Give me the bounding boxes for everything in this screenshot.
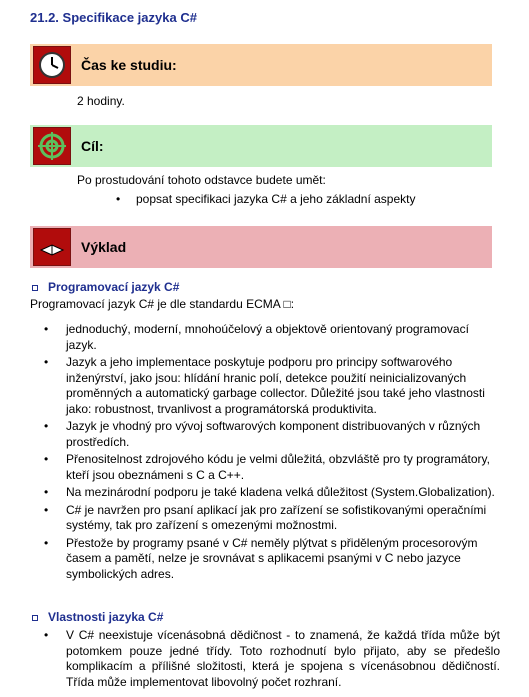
study-time-box — [30, 44, 492, 86]
list-item: • Jazyk je vhodný pro vývoj softwarových komponent distribuovaných v různých prostředích. — [30, 419, 500, 450]
goal-title: Cíl: — [81, 138, 104, 154]
section1-heading — [32, 280, 179, 294]
section2-title: Vlastnosti jazyka C# — [48, 610, 164, 624]
list-item: • Na mezinárodní podporu je také kladena velká důležitost (System.Globalization). — [30, 485, 500, 501]
goal-intro: Po prostudování tohoto odstavce budete umět: — [77, 173, 326, 187]
explanation-box — [30, 226, 492, 268]
list-item: • Přestože by programy psané v C# neměly plýtvat s přiděleným procesorovým časem a pamětí, nelze je srovnávat s aplikacemi psanými v C nebo jazyce symbolických adres. — [30, 536, 500, 583]
study-time-title: Čas ke studiu: — [81, 57, 177, 73]
section1-intro: Programovací jazyk C# je dle standardu ECMA □: — [30, 297, 295, 311]
study-time-text: 2 hodiny. — [77, 94, 125, 108]
list-item: • V C# neexistuje vícenásobná dědičnost - to znamená, že každá třída může být potomkem pouze jedné třídy. Toto rozhodnutí bylo přijato, aby se předešlo komplikacím a přílišné složitosti, která je spojena s vícenásobnou dědičností. Třída může implementovat libovolný počet rozhraní. — [30, 628, 500, 690]
list-item: • C# je navržen pro psaní aplikací jak pro zařízení se sofistikovanými operačními systémy, tak pro zařízení s omezenými možnostmi. — [30, 503, 500, 534]
list-item: • jednoduchý, moderní, mnohoúčelový a objektově orientovaný programovací jazyk. — [30, 322, 500, 353]
list-item: • Přenositelnost zdrojového kódu je velmi důležitá, obzvláště pro ty programátory, kteří jsou obeznámeni s C a C++. — [30, 452, 500, 483]
section2-list — [30, 628, 500, 692]
section-heading: 21.2. Specifikace jazyka C# — [30, 10, 197, 25]
bullet-dot: • — [116, 192, 121, 206]
square-bullet-icon — [32, 615, 38, 621]
target-icon — [33, 127, 71, 165]
goal-bullet-text: popsat specifikaci jazyka C# a jeho základní aspekty — [136, 192, 416, 206]
list-item: • Jazyk a jeho implementace poskytuje podporu pro principy softwarového inženýrství, jako jsou: hlídání hranic polí, detekce použití neinicializovaných proměnných a automatický garbage collector. Důležité jsou také jeho vlastnosti jako: robustnost, trvanlivost a programátorská produktivita. — [30, 355, 500, 417]
section1-list — [30, 322, 500, 584]
book-icon — [33, 228, 71, 266]
section1-title: Programovací jazyk C# — [48, 280, 180, 294]
section2-heading — [32, 610, 163, 624]
clock-icon — [33, 46, 71, 84]
square-bullet-icon — [32, 285, 38, 291]
goal-box — [30, 125, 492, 167]
explanation-title: Výklad — [81, 239, 127, 255]
